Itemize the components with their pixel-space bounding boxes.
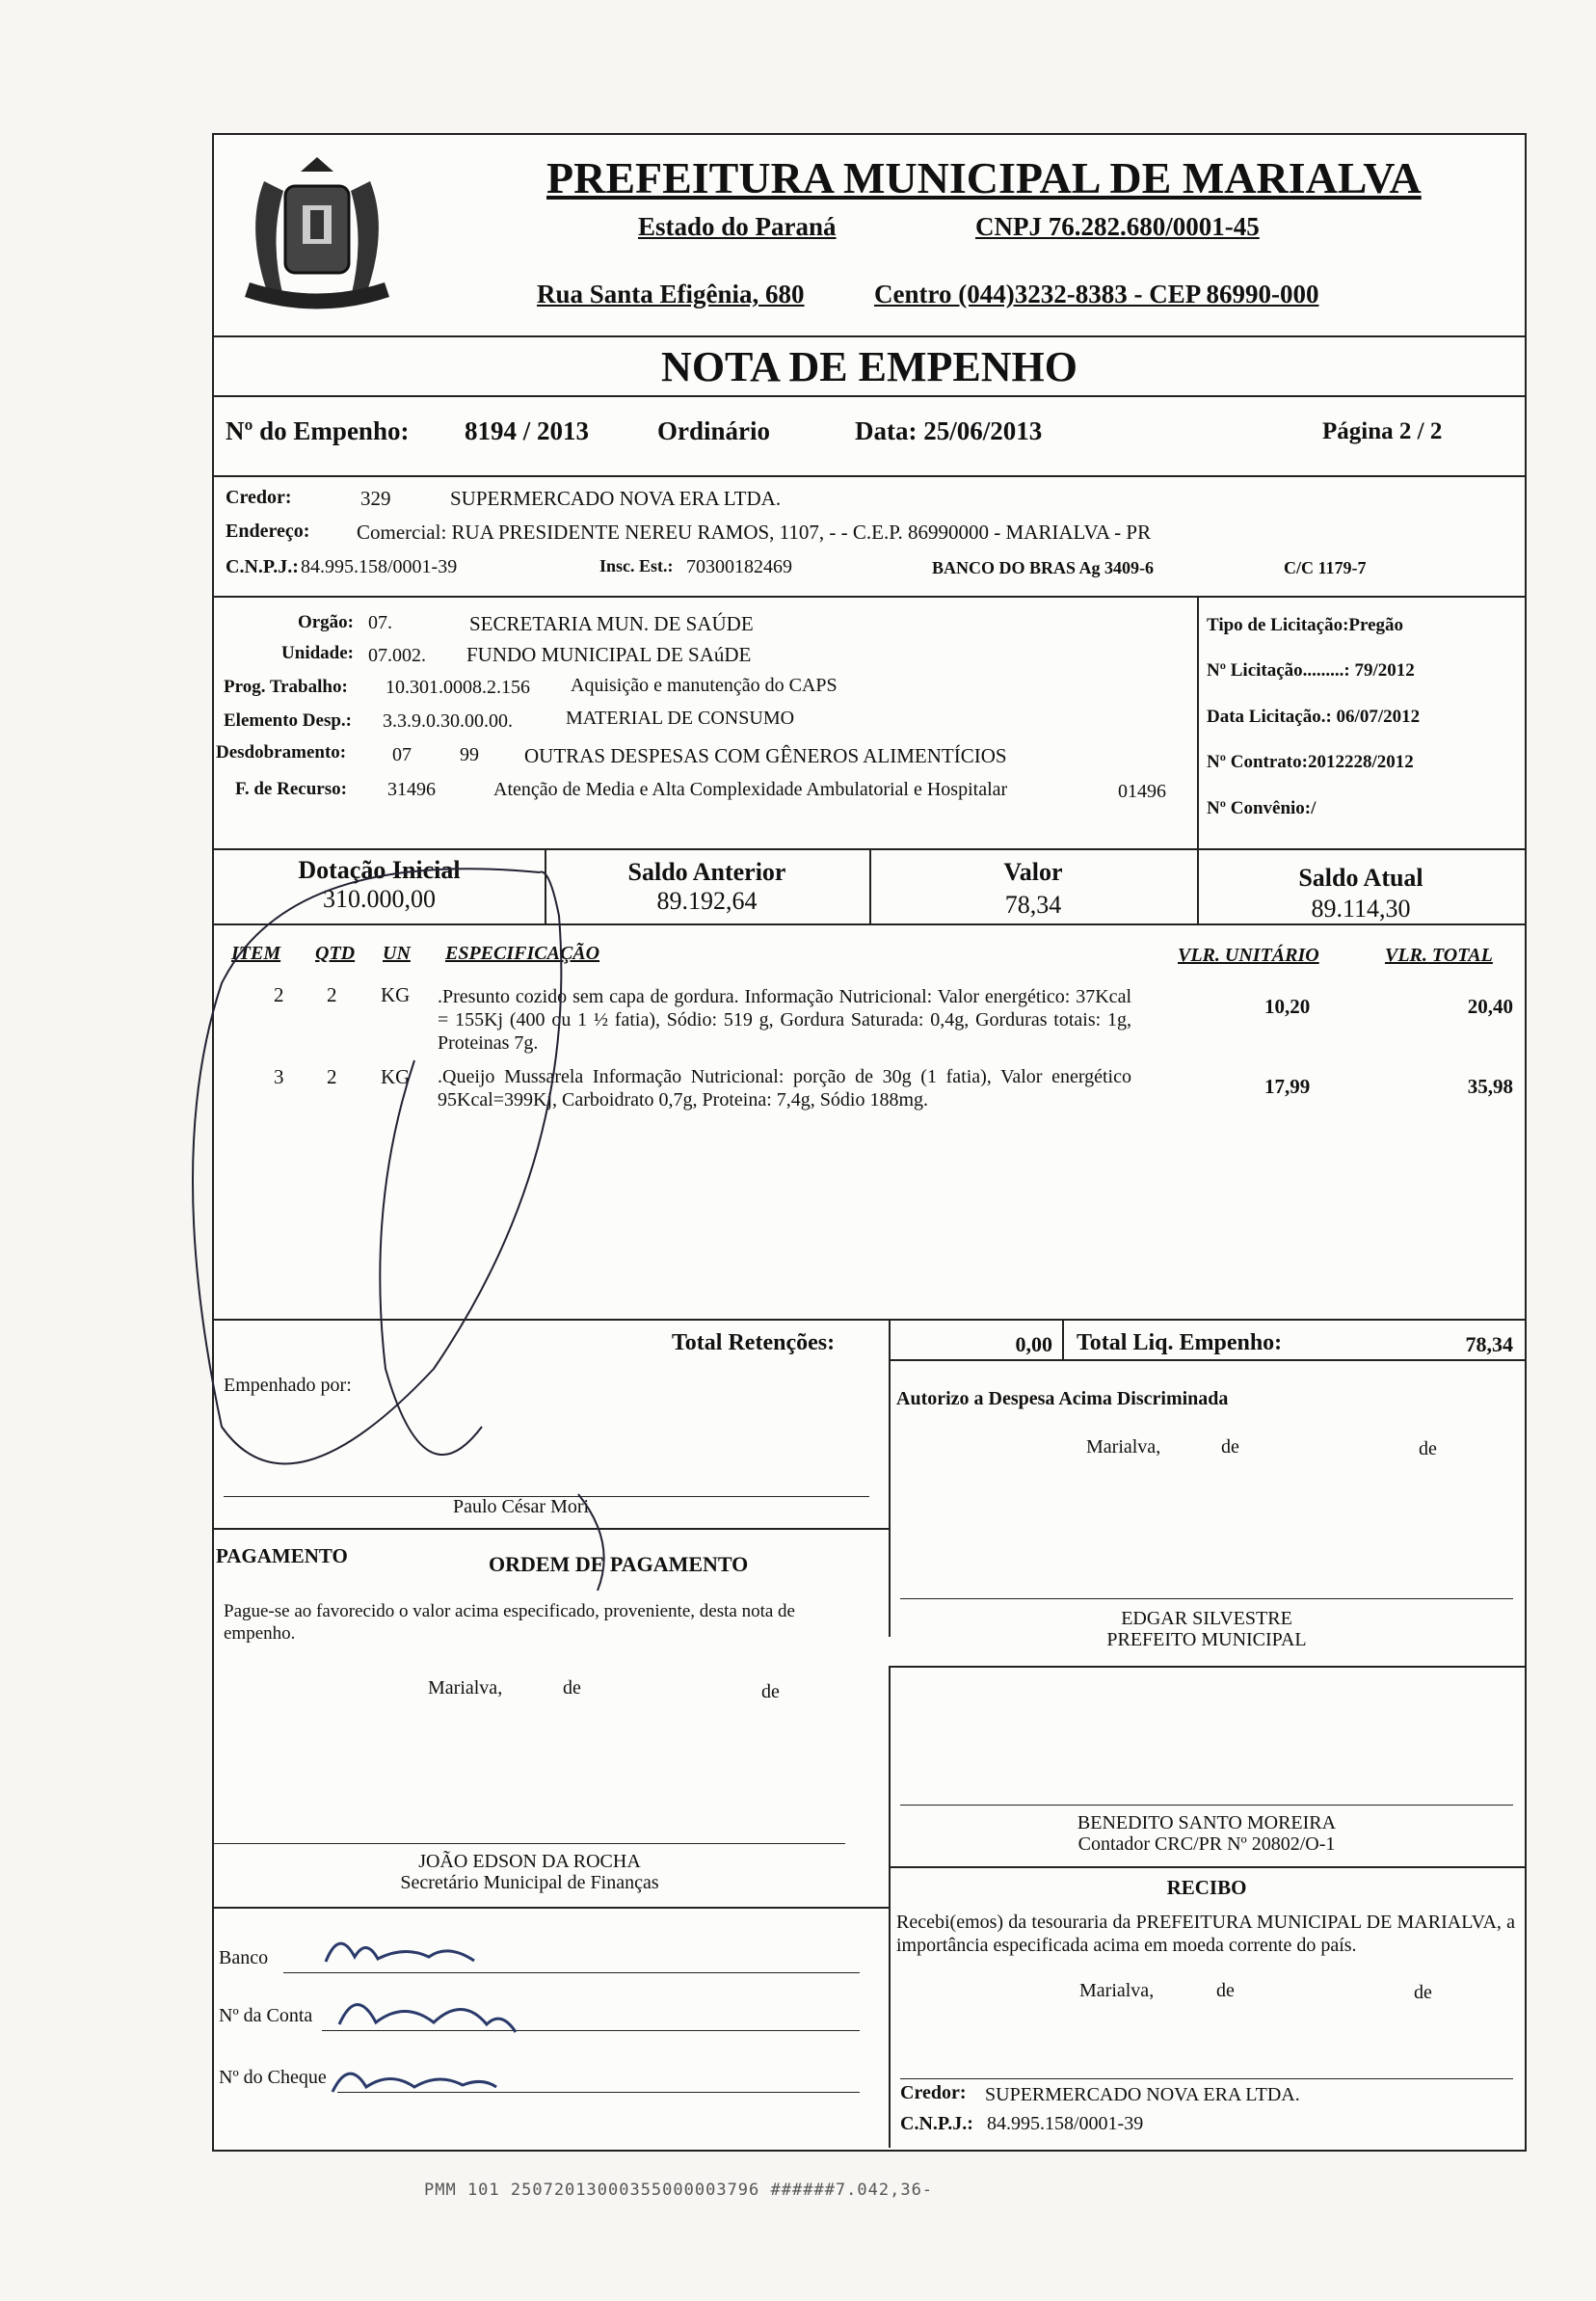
prog-name: Aquisição e manutenção do CAPS bbox=[571, 675, 838, 696]
numero-licitacao: Nº Licitação.........: 79/2012 bbox=[1207, 660, 1415, 681]
empenhado-label: Empenhado por: bbox=[224, 1375, 352, 1396]
secretario-role: Secretário Municipal de Finanças bbox=[400, 1872, 659, 1893]
bank-account: C/C 1179-7 bbox=[1284, 558, 1367, 577]
item-spec: .Presunto cozido sem capa de gordura. Informação Nutricional: Valor energético: 37Kcal = 155Kj (400 ou 1 ½ fatia), Sódio: 519 g, Gordura Saturada: 0,4g, Gorduras totais: 1g, Proteinas 7g. bbox=[438, 986, 1131, 1054]
credor-cnpj: 84.995.158/0001-39 bbox=[301, 556, 458, 577]
cnpj-field-label: C.N.P.J.: bbox=[226, 556, 299, 577]
autorizo-place: Marialva, bbox=[1086, 1436, 1161, 1458]
district-phone-label: Centro (044)3232-8383 - CEP 86990-000 bbox=[874, 280, 1319, 308]
item-un: KG bbox=[381, 983, 411, 1006]
secretario-name: JOÃO EDSON DA ROCHA bbox=[418, 1851, 641, 1872]
page-number: Página 2 / 2 bbox=[1322, 418, 1443, 444]
col-item: ITEM bbox=[231, 943, 281, 964]
pagamento-de-2: de bbox=[761, 1681, 780, 1702]
address-field-label: Endereço: bbox=[226, 521, 310, 542]
state-label: Estado do Paraná bbox=[638, 212, 837, 241]
unidade-name: FUNDO MUNICIPAL DE SAúDE bbox=[466, 643, 752, 666]
item-total-value: 35,98 bbox=[1467, 1075, 1513, 1098]
prefeito-name: EDGAR SILVESTRE bbox=[1121, 1608, 1292, 1629]
recibo-de-2: de bbox=[1414, 1982, 1432, 2003]
item-total-value: 20,40 bbox=[1467, 995, 1513, 1018]
recibo-credor-label: Credor: bbox=[900, 2082, 967, 2103]
credor-code: 329 bbox=[360, 487, 391, 510]
autorizo-de-2: de bbox=[1419, 1438, 1437, 1459]
item-un: KG bbox=[381, 1065, 411, 1088]
orgao-name: SECRETARIA MUN. DE SAÚDE bbox=[469, 612, 754, 635]
recibo-title: RECIBO bbox=[1166, 1876, 1247, 1899]
prefeito-role: PREFEITO MUNICIPAL bbox=[1106, 1629, 1307, 1650]
document-title: NOTA DE EMPENHO bbox=[661, 343, 1077, 390]
item-qtd: 2 bbox=[327, 1065, 337, 1088]
coat-of-arms-icon bbox=[226, 152, 409, 316]
item-qtd: 2 bbox=[327, 983, 337, 1006]
credor-label: Credor: bbox=[226, 487, 292, 508]
desd-code-1: 07 bbox=[392, 744, 412, 765]
banco-label: Banco bbox=[219, 1947, 269, 1968]
saldo-atual-value: 89.114,30 bbox=[1311, 895, 1411, 923]
col-vlr-total: VLR. TOTAL bbox=[1385, 945, 1493, 966]
col-qtd: QTD bbox=[315, 943, 356, 964]
orgao-code: 07. bbox=[368, 612, 392, 633]
nota-de-empenho-form bbox=[212, 133, 1527, 2152]
contador-role: Contador CRC/PR Nº 20802/O-1 bbox=[1077, 1833, 1336, 1855]
item-spec: .Queijo Mussarela Informação Nutricional: porção de 30g (1 fatia), Valor energético 95Kcal=399Kj, Carboidrato 0,7g, Proteina: 7,4g, Sódio 188mg. bbox=[438, 1066, 1131, 1110]
unidade-code: 07.002. bbox=[368, 645, 426, 666]
recurso-label: F. de Recurso: bbox=[235, 779, 347, 799]
desd-code-2: 99 bbox=[460, 744, 479, 765]
unidade-label: Unidade: bbox=[281, 643, 354, 663]
retencoes-label: Total Retenções: bbox=[672, 1330, 836, 1355]
pagamento-text: Pague-se ao favorecido o valor acima especificado, proveniente, desta nota de empenho. bbox=[224, 1601, 795, 1644]
credor-address: Comercial: RUA PRESIDENTE NEREU RAMOS, 1107, - - C.E.P. 86990000 - MARIALVA - PR bbox=[357, 521, 1152, 544]
credor-name: SUPERMERCADO NOVA ERA LTDA. bbox=[450, 487, 782, 510]
recibo-cnpj-label: C.N.P.J.: bbox=[900, 2113, 973, 2134]
empenhado-signer: Paulo César Mori bbox=[453, 1496, 590, 1517]
saldo-anterior-label: Saldo Anterior bbox=[627, 858, 786, 886]
elem-name: MATERIAL DE CONSUMO bbox=[566, 708, 795, 729]
liq-empenho-value: 78,34 bbox=[1465, 1332, 1513, 1356]
recurso-name: Atenção de Media e Alta Complexidade Ambulatorial e Hospitalar bbox=[493, 779, 1008, 800]
cheque-label: Nº do Cheque bbox=[219, 2067, 327, 2088]
conta-label: Nº da Conta bbox=[219, 2005, 313, 2026]
ordem-pagamento-title: ORDEM DE PAGAMENTO bbox=[489, 1552, 749, 1576]
cnpj-label: CNPJ 76.282.680/0001-45 bbox=[975, 212, 1260, 241]
footer-barcode-text: PMM 101 25072013000355000003796 ######7.042,36- bbox=[424, 2181, 934, 2200]
elem-label: Elemento Desp.: bbox=[224, 710, 352, 731]
orgao-label: Orgão: bbox=[297, 612, 354, 632]
insc-label: Insc. Est.: bbox=[599, 556, 674, 575]
autorizo-de-1: de bbox=[1221, 1436, 1239, 1458]
empenho-date: Data: 25/06/2013 bbox=[855, 416, 1043, 445]
municipality-title: PREFEITURA MUNICIPAL DE MARIALVA bbox=[546, 153, 1422, 202]
recibo-place: Marialva, bbox=[1079, 1980, 1155, 2001]
desd-label: Desdobramento: bbox=[216, 742, 347, 763]
prog-label: Prog. Trabalho: bbox=[224, 677, 348, 697]
recibo-de-1: de bbox=[1216, 1980, 1235, 2001]
prog-code: 10.301.0008.2.156 bbox=[386, 677, 530, 698]
tipo-licitacao: Tipo de Licitação:Pregão bbox=[1207, 615, 1404, 635]
saldo-anterior-value: 89.192,64 bbox=[656, 887, 758, 915]
item-unit-value: 17,99 bbox=[1264, 1075, 1311, 1098]
item-unit-value: 10,20 bbox=[1264, 995, 1311, 1018]
empenho-number: 8194 / 2013 bbox=[465, 416, 590, 445]
valor-label: Valor bbox=[1003, 858, 1063, 886]
pagamento-place: Marialva, bbox=[428, 1677, 503, 1699]
insc-value: 70300182469 bbox=[686, 556, 792, 577]
recibo-credor-name: SUPERMERCADO NOVA ERA LTDA. bbox=[985, 2084, 1300, 2105]
col-especificacao: ESPECIFICAÇÃO bbox=[445, 943, 600, 964]
liq-empenho-label: Total Liq. Empenho: bbox=[1077, 1330, 1283, 1355]
empenho-label: Nº do Empenho: bbox=[226, 416, 410, 445]
empenho-type: Ordinário bbox=[657, 416, 771, 445]
recurso-code-2: 01496 bbox=[1118, 781, 1166, 802]
contador-name: BENEDITO SANTO MOREIRA bbox=[1077, 1812, 1337, 1833]
dotacao-inicial-value: 310.000,00 bbox=[323, 885, 436, 913]
col-un: UN bbox=[383, 943, 411, 964]
recibo-cnpj: 84.995.158/0001-39 bbox=[987, 2113, 1144, 2134]
numero-convenio: Nº Convênio:/ bbox=[1207, 798, 1317, 818]
pagamento-de-1: de bbox=[563, 1677, 581, 1699]
pagamento-title: PAGAMENTO bbox=[216, 1544, 348, 1567]
recurso-code: 31496 bbox=[387, 779, 436, 800]
col-vlr-unitario: VLR. UNITÁRIO bbox=[1178, 945, 1319, 966]
item-number: 3 bbox=[274, 1065, 284, 1088]
autorizo-title: Autorizo a Despesa Acima Discriminada bbox=[896, 1388, 1229, 1409]
saldo-atual-label: Saldo Atual bbox=[1298, 864, 1423, 892]
dotacao-inicial-label: Dotação Inicial bbox=[298, 856, 461, 884]
bank-info: BANCO DO BRAS Ag 3409-6 bbox=[932, 558, 1155, 577]
retencoes-value: 0,00 bbox=[1015, 1332, 1052, 1356]
address-label: Rua Santa Efigênia, 680 bbox=[537, 280, 805, 308]
desd-name: OUTRAS DESPESAS COM GÊNEROS ALIMENTÍCIOS bbox=[524, 744, 1007, 767]
elem-code: 3.3.9.0.30.00.00. bbox=[383, 710, 513, 732]
recibo-text: Recebi(emos) da tesouraria da PREFEITURA MUNICIPAL DE MARIALVA, a importância especificada acima em moeda corrente do país. bbox=[896, 1912, 1515, 1956]
valor-value: 78,34 bbox=[1004, 891, 1062, 919]
numero-contrato: Nº Contrato:2012228/2012 bbox=[1207, 752, 1414, 772]
data-licitacao: Data Licitação.: 06/07/2012 bbox=[1207, 707, 1421, 727]
item-number: 2 bbox=[274, 983, 284, 1006]
